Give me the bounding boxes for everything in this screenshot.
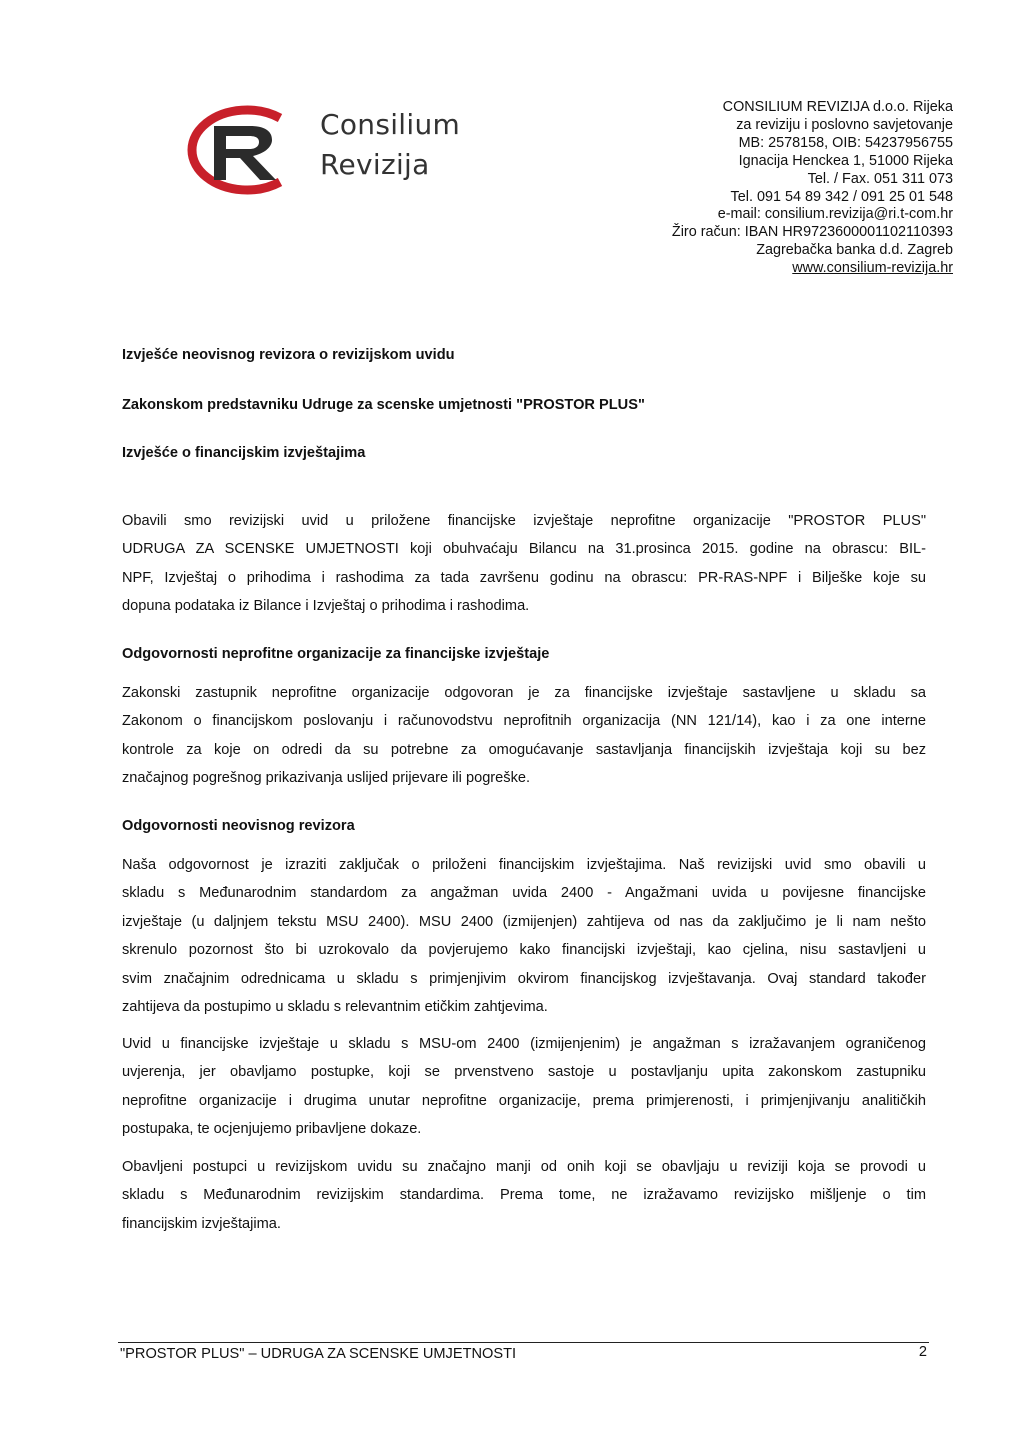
footer-text: "PROSTOR PLUS" – UDRUGA ZA SCENSKE UMJETNOSTI	[120, 1346, 517, 1362]
page-number: 2	[918, 1344, 927, 1360]
company-address: Ignacija Henckea 1, 51000 Rijeka	[738, 152, 953, 169]
paragraph-line: Obavili smo revizijski uvid u priložene financijske izvještaje neprofitne organizacije "PROSTOR PLUS"	[122, 513, 926, 529]
cr-logo-mark-icon	[162, 104, 312, 196]
org-responsibility-paragraph	[122, 679, 926, 793]
review-scope-paragraph	[122, 1030, 926, 1144]
paragraph-line: skrenulo pozornost što bi uzrokovalo da povjerujemo kako financijski izvještaji, kao cjelina, nisu sastavljeni u	[122, 942, 926, 959]
company-name: CONSILIUM REVIZIJA d.o.o. Rijeka	[722, 99, 953, 115]
company-info	[672, 99, 953, 278]
addressee-heading: Zakonskom predstavniku Udruge za scenske umjetnosti "PROSTOR PLUS"	[122, 397, 645, 413]
paragraph-line: skladu s Međunarodnim revizijskim standardima. Prema tome, ne izražavamo revizijsko mišljenje o tim	[122, 1187, 926, 1204]
fs-report-heading: Izvješće o financijskim izvještajima	[122, 445, 366, 461]
paragraph-line: UDRUGA ZA SCENSKE UMJETNOSTI koji obuhvaćaju Bilancu na 31.prosinca 2015. godine na obrascu: BIL-	[122, 541, 926, 558]
paragraph-line: Obavljeni postupci u revizijskom uvidu su značajno manji od onih koji se obavljaju u reviziji koja se provodi u	[122, 1159, 926, 1175]
footer-divider	[118, 1342, 929, 1343]
company-iban: Žiro račun: IBAN HR9723600001102110393	[671, 224, 953, 241]
no-opinion-paragraph	[122, 1153, 926, 1238]
paragraph-line: svim značajnim odrednicama u skladu s primjenjivim okvirom financijskog izvještavanja. Ovaj standard također	[122, 970, 926, 987]
company-ids: MB: 2578158, OIB: 54237956755	[738, 134, 953, 151]
auditor-responsibility-paragraph	[122, 851, 926, 1021]
paragraph-line: značajnog pogrešnog prikazivanja uslijed prijevare ili pogreške.	[122, 770, 531, 787]
report-title: Izvješće neovisnog revizora o revizijskom uvidu	[122, 347, 455, 363]
paragraph-line: izvještaje (u daljnjem tekstu MSU 2400). MSU 2400 (izmijenjen) zahtijeva od nas da zaključimo je li nam nešto	[122, 913, 926, 930]
paragraph-line: Zakonom o financijskom poslovanju i računovodstvu neprofitnih organizacija (NN 121/14), kao i za one interne	[122, 713, 926, 730]
intro-paragraph	[122, 507, 926, 621]
paragraph-line: skladu s Međunarodnim standardom za angažman uvida 2400 - Angažmani uvida u povijesne financijske	[122, 885, 926, 902]
company-phone: Tel. 091 54 89 342 / 091 25 01 548	[730, 188, 953, 205]
logo-name-line2: Revizija	[320, 148, 430, 181]
paragraph-line: Naša odgovornost je izraziti zaključak o priloženi financijskim izvještajima. Naš revizijski uvid smo obavili u	[122, 857, 926, 873]
paragraph-line: dopuna podataka iz Bilance i Izvještaj o prihodima i rashodima.	[122, 598, 530, 615]
company-bank: Zagrebačka banka d.d. Zagreb	[756, 242, 953, 259]
company-fax: Tel. / Fax. 051 311 073	[807, 170, 953, 187]
company-logo	[162, 104, 492, 196]
org-responsibility-heading: Odgovornosti neprofitne organizacije za financijske izvještaje	[122, 646, 550, 662]
paragraph-line: neprofitne organizacije i drugima unutar neprofitne organizacije, prema primjerenosti, i primjenjivanju analitičkih	[122, 1092, 926, 1109]
logo-name-line1: Consilium	[320, 108, 461, 141]
company-website-link[interactable]: www.consilium-revizija.hr	[792, 260, 953, 277]
paragraph-line: NPF, Izvještaj o prihodima i rashodima za tada završenu godinu na obrascu: PR-RAS-NPF i Bilješke koje su	[122, 569, 926, 586]
company-activity: za reviziju i poslovno savjetovanje	[736, 116, 953, 133]
company-email[interactable]: e-mail: consilium.revizija@ri.t-com.hr	[717, 206, 953, 223]
paragraph-line: uvjerenja, jer obavljamo postupke, koji se prvenstveno sastoje u postavljanju upita zakonskom zastupniku	[122, 1064, 926, 1081]
paragraph-line: Uvid u financijske izvještaje u skladu s MSU-om 2400 (izmijenjenim) je angažman s izražavanjem ograničenog	[122, 1036, 926, 1052]
paragraph-line: kontrole za koje on odredi da su potrebne za omogućavanje sastavljanja financijskih izvještaja koji su bez	[122, 741, 926, 758]
paragraph-line: financijskim izvještajima.	[122, 1215, 281, 1232]
paragraph-line: postupaka, te ocjenjujemo pribavljene dokaze.	[122, 1121, 422, 1138]
paragraph-line: Zakonski zastupnik neprofitne organizacije odgovoran je za financijske izvještaje sastavljene u skladu sa	[122, 685, 926, 701]
auditor-responsibility-heading: Odgovornosti neovisnog revizora	[122, 818, 355, 834]
paragraph-line: zahtijeva da postupimo u skladu s relevantnim etičkim zahtjevima.	[122, 999, 548, 1016]
